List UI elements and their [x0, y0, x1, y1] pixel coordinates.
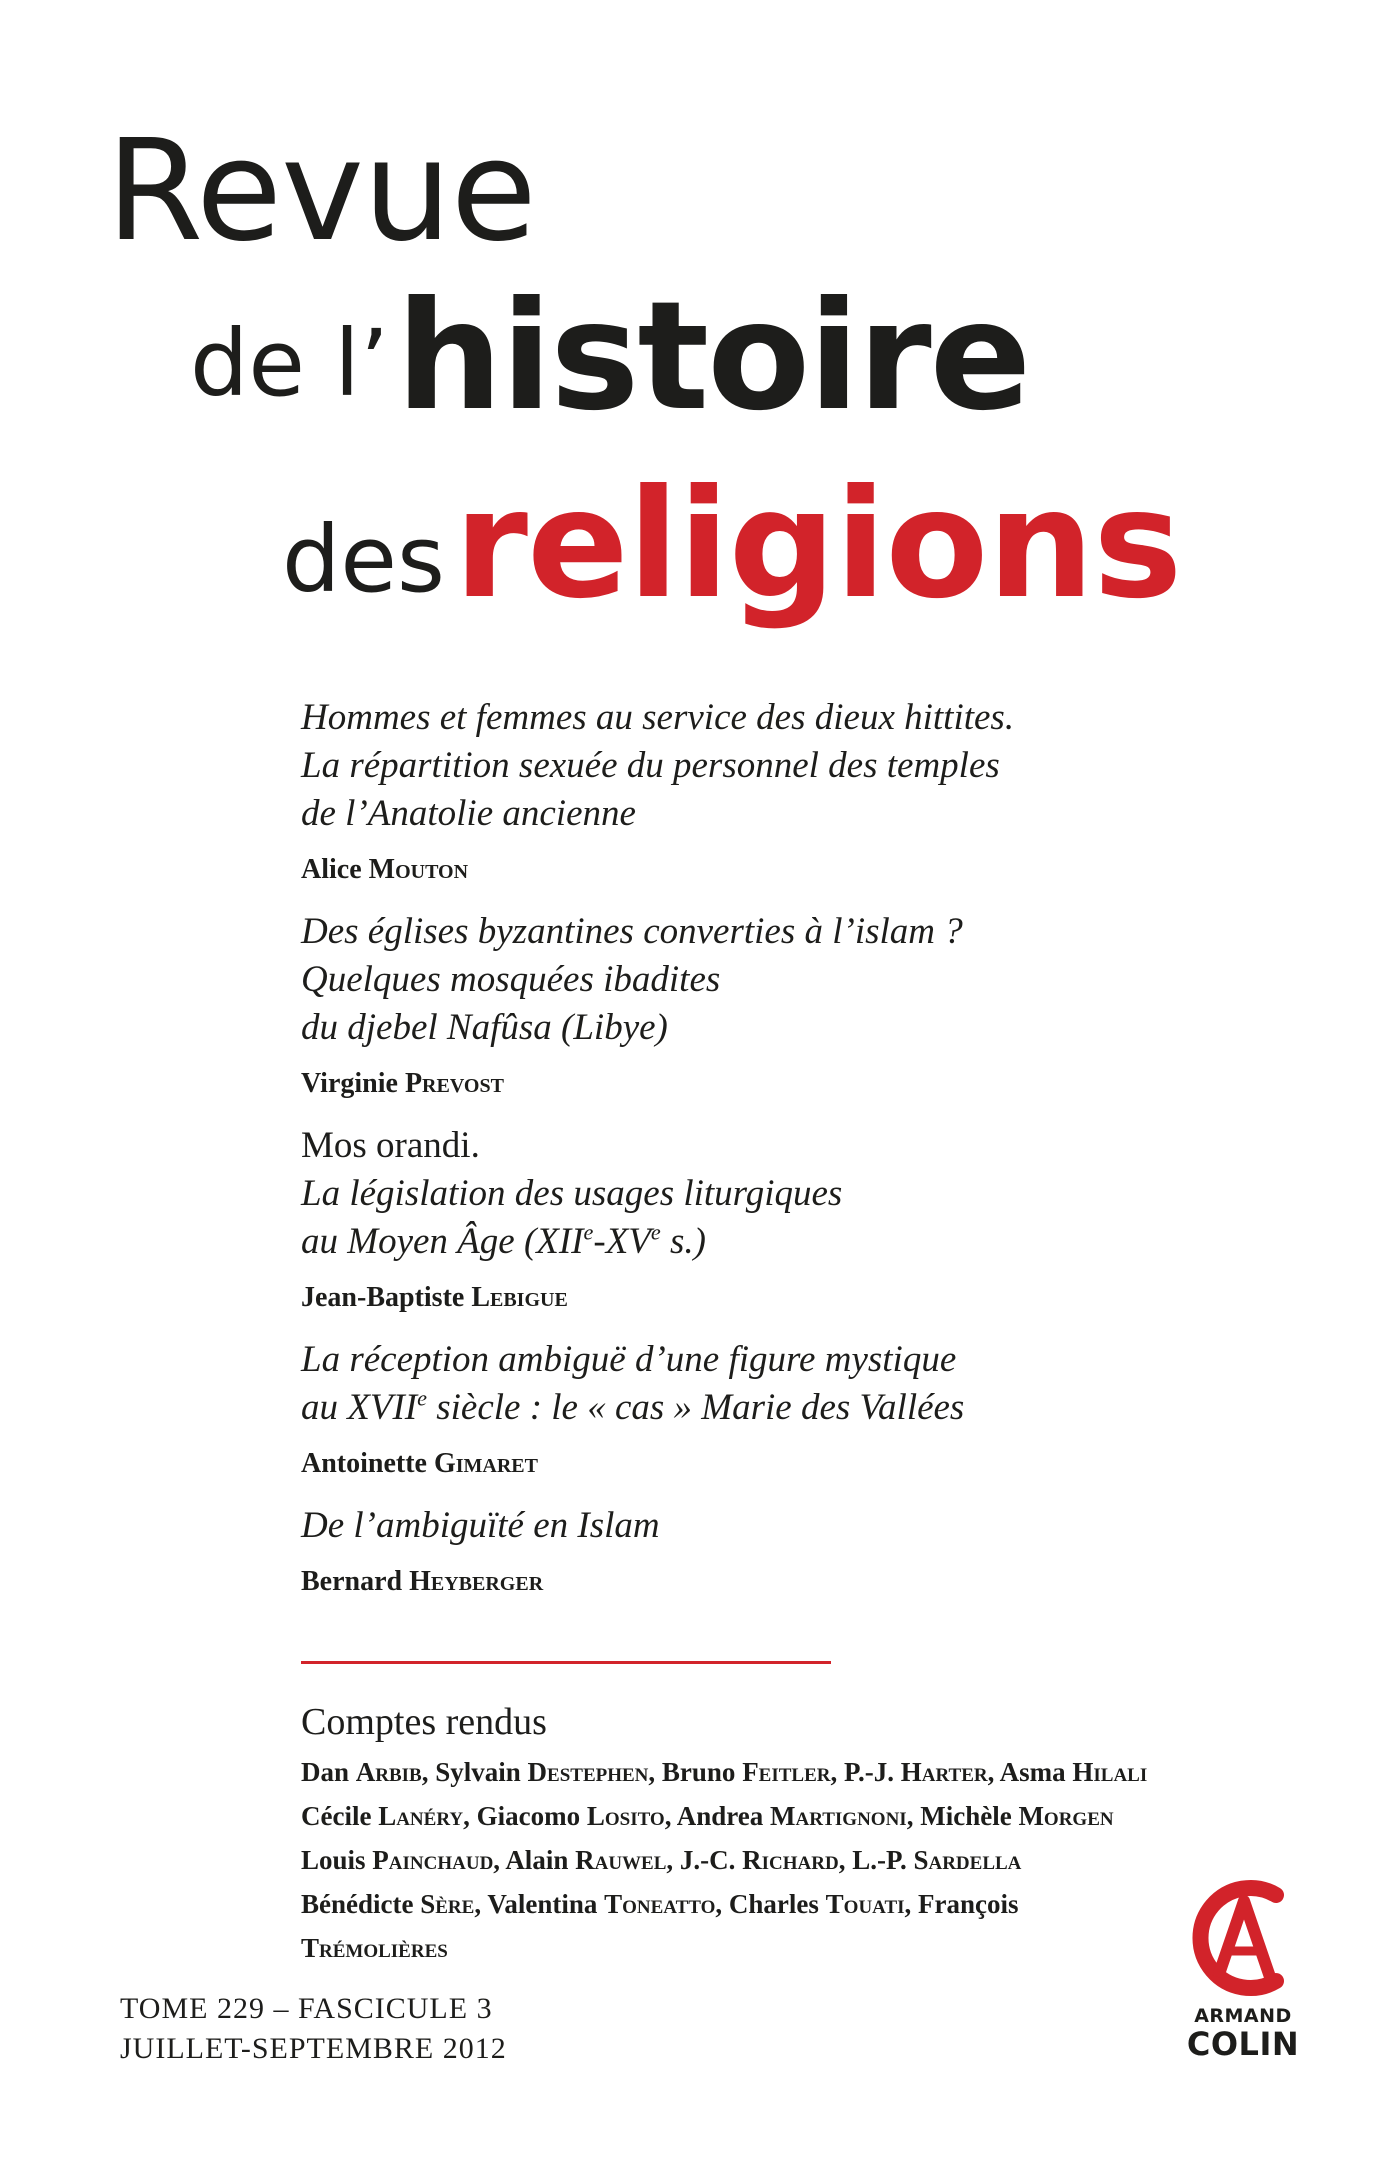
author-last-name: Lebigue — [471, 1282, 568, 1313]
journal-masthead — [0, 0, 1400, 680]
reviewer-separator: , — [474, 1889, 488, 1919]
title-text: s.) — [660, 1221, 706, 1262]
article-4 — [301, 1336, 1301, 1484]
reviewer-first-name: Louis — [301, 1845, 366, 1875]
reviewer-separator: , — [906, 1801, 921, 1831]
armand-colin-monogram-icon — [1178, 1873, 1308, 2003]
reviewer-last-name: Martignoni — [769, 1801, 907, 1831]
reviewer-separator: , — [493, 1845, 506, 1875]
masthead-revue: Revue — [106, 110, 536, 273]
reviewer-first-name: Dan — [301, 1757, 350, 1787]
reviewer-last-name: Touati — [825, 1889, 905, 1919]
reviewer-last-name: Sardella — [913, 1845, 1022, 1875]
title-text: au XVII — [301, 1387, 418, 1428]
reviewer-first-name: L.-P. — [852, 1845, 907, 1875]
reviewer-separator: , — [904, 1889, 919, 1919]
reviewer-first-name: P.-J. — [844, 1757, 895, 1787]
reviewer-separator: , — [648, 1757, 662, 1787]
article-4-title-line-2 — [301, 1384, 1301, 1432]
reviewer-first-name: Charles — [728, 1889, 819, 1919]
author-last-name: Gimaret — [433, 1448, 538, 1479]
article-3 — [301, 1122, 1301, 1318]
author-first-name: Bernard — [301, 1566, 403, 1597]
author-first-name: Alice — [301, 854, 362, 885]
reviewer-line — [301, 1794, 1301, 1838]
reviewer-first-name: Valentina — [487, 1889, 598, 1919]
reviewer-separator: , — [463, 1801, 477, 1831]
reviewer-last-name: Morgen — [1018, 1801, 1114, 1831]
section-divider — [301, 1661, 831, 1664]
author-first-name: Antoinette — [301, 1448, 427, 1479]
article-1-title-line-2: La répartition sexuée du personnel des temples — [301, 745, 1000, 786]
superscript: e — [583, 1219, 594, 1245]
reviewer-line — [301, 1750, 1301, 1794]
reviewer-last-name: Losito — [586, 1801, 665, 1831]
reviewer-last-name: Trémolières — [301, 1933, 448, 1963]
reviewer-line — [301, 1882, 1301, 1926]
comptes-rendus-title: Comptes rendus — [301, 1701, 547, 1743]
reviewer-last-name: Hilali — [1072, 1757, 1148, 1787]
reviewer-last-name: Feitler — [742, 1757, 831, 1787]
reviewer-last-name: Arbib — [355, 1757, 422, 1787]
article-3-title-line-1: Mos orandi. — [301, 1125, 480, 1166]
title-text: siècle : le « cas » Marie des Vallées — [426, 1387, 965, 1428]
publisher-name-line-1: ARMAND — [1194, 2005, 1292, 2027]
article-5-title-line-1: De l’ambiguïté en Islam — [301, 1505, 660, 1546]
dash: – — [273, 1992, 290, 2025]
reviewer-separator: , — [830, 1757, 844, 1787]
article-2-title-line-3: du djebel Nafûsa (Libye) — [301, 1007, 668, 1048]
reviewer-separator: , — [421, 1757, 436, 1787]
masthead-religions: religions — [454, 458, 1182, 632]
title-text: au Moyen Âge (XII — [301, 1221, 584, 1262]
reviewer-last-name: Painchaud — [372, 1845, 494, 1875]
reviewer-first-name: Bénédicte — [301, 1889, 414, 1919]
title-text: -XV — [593, 1221, 651, 1262]
reviewer-separator: , — [664, 1801, 677, 1831]
issue-volume — [120, 1989, 507, 2029]
article-4-title-line-1: La réception ambiguë d’une figure mystique — [301, 1339, 957, 1380]
article-4-author — [301, 1444, 1301, 1484]
article-2-title-line-2: Quelques mosquées ibadites — [301, 959, 721, 1000]
reviewer-first-name: Giacomo — [476, 1801, 581, 1831]
article-1 — [301, 694, 1301, 890]
article-3-title-line-2: La législation des usages liturgiques — [301, 1173, 843, 1214]
reviewer-first-name: J.-C. — [679, 1845, 736, 1875]
author-first-name: Virginie — [301, 1068, 398, 1099]
article-3-author — [301, 1278, 1301, 1318]
masthead-des: des — [282, 506, 445, 613]
author-last-name: Heyberger — [409, 1566, 544, 1597]
reviewer-first-name: Alain — [505, 1845, 569, 1875]
reviewer-first-name: Bruno — [661, 1757, 736, 1787]
article-2 — [301, 908, 1301, 1104]
masthead-de: de l’ — [190, 310, 390, 417]
article-1-author — [301, 850, 1301, 890]
fascicule-number: FASCICULE 3 — [297, 1992, 493, 2025]
reviewer-last-name: Rauwel — [575, 1845, 667, 1875]
reviewer-line — [301, 1926, 1301, 1970]
reviewer-last-name: Toneatto — [604, 1889, 716, 1919]
publisher-logo — [1178, 1873, 1308, 2073]
masthead-histoire: histoire — [396, 270, 1030, 444]
issue-period: JUILLET-SEPTEMBRE 2012 — [120, 2032, 507, 2065]
article-2-author — [301, 1064, 1301, 1104]
article-5 — [301, 1502, 1301, 1602]
reviewer-separator: , — [987, 1757, 1000, 1787]
reviewer-first-name: Sylvain — [435, 1757, 521, 1787]
superscript: e — [650, 1219, 661, 1245]
comptes-rendus-section — [301, 1698, 1301, 1970]
article-1-title-line-3: de l’Anatolie ancienne — [301, 793, 636, 834]
reviewer-last-name: Sère — [420, 1889, 475, 1919]
article-2-title-line-1: Des églises byzantines converties à l’islam ? — [301, 911, 963, 952]
author-last-name: Prevost — [404, 1068, 504, 1099]
superscript: e — [417, 1385, 427, 1411]
reviewer-first-name: Andrea — [676, 1801, 764, 1831]
article-1-title-line-1: Hommes et femmes au service des dieux hittites. — [301, 697, 1015, 738]
publisher-name-line-2: COLIN — [1186, 2025, 1300, 2063]
reviewer-list — [301, 1750, 1301, 1970]
reviewer-first-name: Asma — [999, 1757, 1066, 1787]
reviewer-last-name: Destephen — [527, 1757, 649, 1787]
table-of-contents — [301, 694, 1301, 1620]
reviewer-first-name: François — [918, 1889, 1019, 1919]
author-first-name: Jean-Baptiste — [301, 1282, 465, 1313]
reviewer-separator: , — [838, 1845, 853, 1875]
reviewer-first-name: Cécile — [301, 1801, 372, 1831]
reviewer-last-name: Lanéry — [378, 1801, 464, 1831]
article-5-author — [301, 1562, 1301, 1602]
author-last-name: Mouton — [368, 854, 469, 885]
tome-number: TOME 229 — [120, 1992, 265, 2025]
issue-info — [120, 1989, 507, 2069]
reviewer-last-name: Harter — [900, 1757, 988, 1787]
reviewer-separator: , — [715, 1889, 729, 1919]
article-3-title-line-3 — [301, 1218, 1301, 1266]
reviewer-first-name: Michèle — [920, 1801, 1012, 1831]
reviewer-line — [301, 1838, 1301, 1882]
reviewer-last-name: Richard — [742, 1845, 839, 1875]
reviewer-separator: , — [666, 1845, 680, 1875]
